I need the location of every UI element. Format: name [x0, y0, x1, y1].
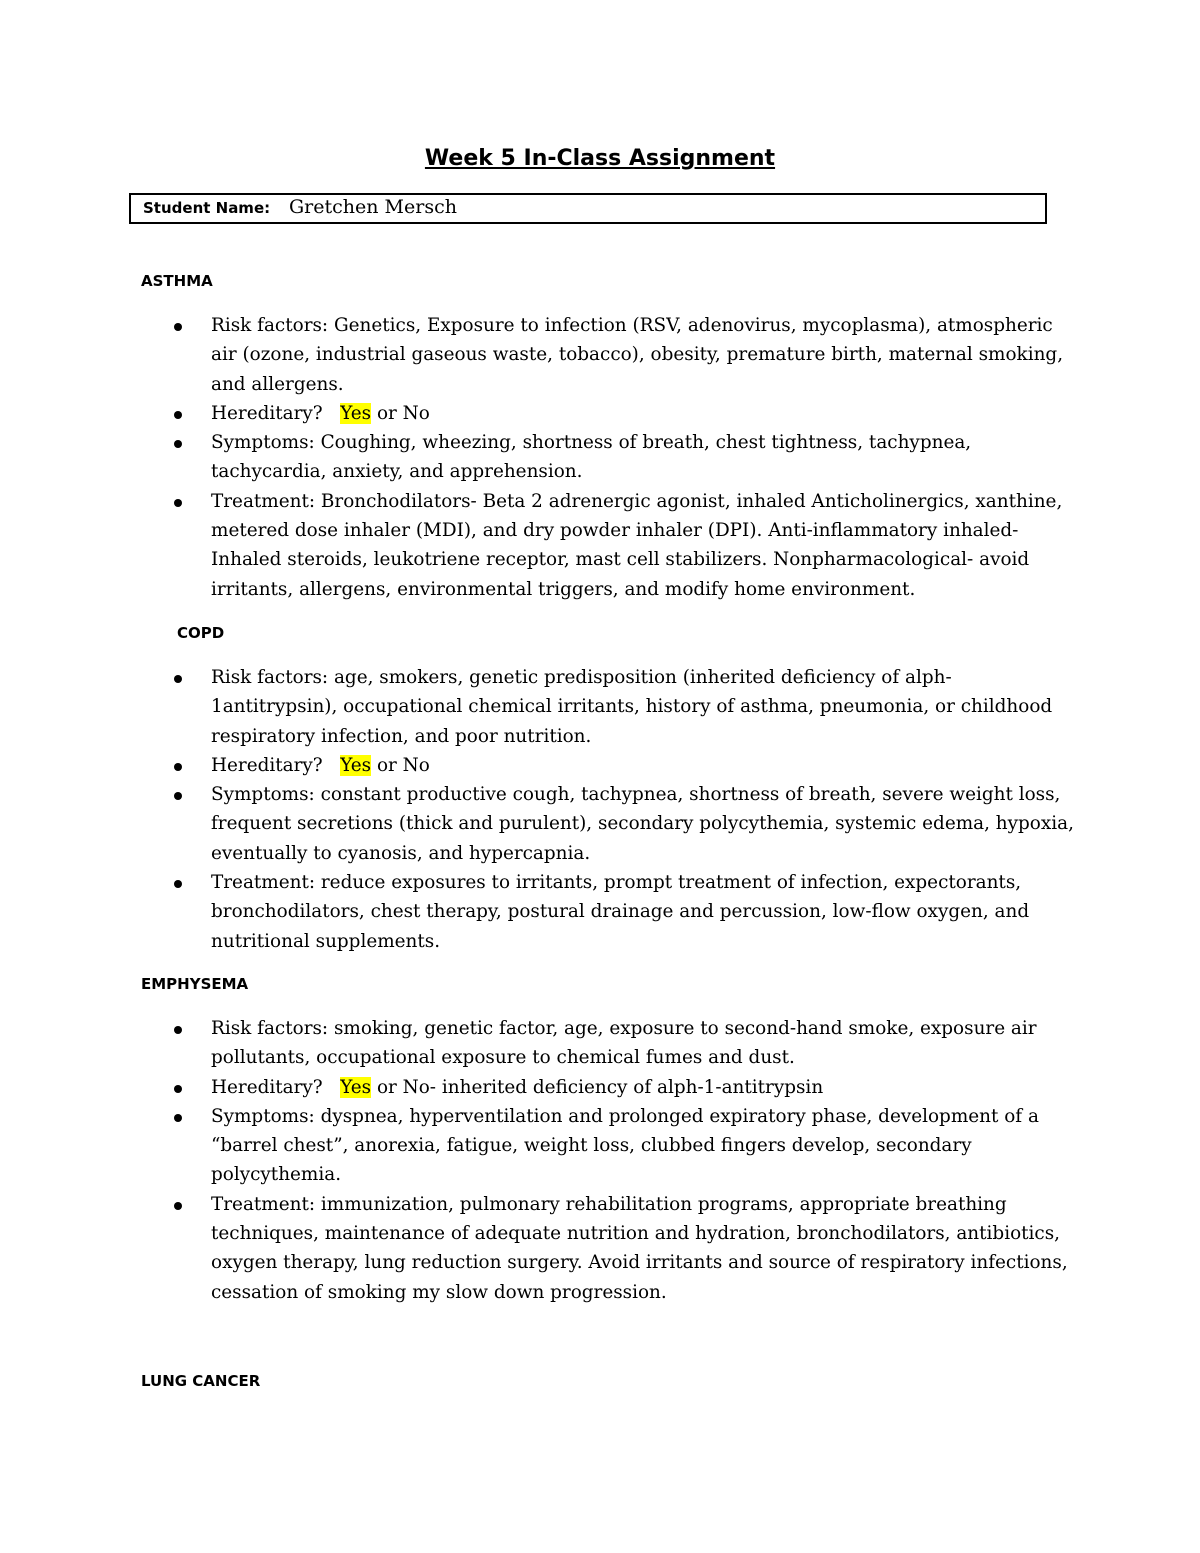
student-name-value: Gretchen Mersch [289, 196, 457, 218]
risk-factors-text: Risk factors: age, smokers, genetic predisposition (inherited deficiency of alph-1antitrypsin), occupational chemical irritants, history of asthma, pneumonia, or childhood respiratory infection, and poor nutrition. [211, 667, 1053, 747]
bullet-icon [174, 763, 182, 771]
document-title: Week 5 In-Class Assignment [424, 146, 776, 171]
bullet-icon [174, 880, 182, 888]
section-heading-copd: COPD [177, 624, 225, 642]
bullet-icon [174, 323, 182, 331]
hereditary-answer-highlight: Yes [340, 1076, 372, 1098]
hereditary-suffix: or No [376, 754, 430, 776]
treatment-text: Treatment: reduce exposures to irritants, prompt treatment of infection, expectorants, bronchodilators, chest therapy, postural drainage and percussion, low-flow oxygen, and nutritional supplements. [211, 872, 1030, 952]
list-item [174, 1073, 1074, 1102]
hereditary-answer-highlight: Yes [340, 402, 372, 424]
student-name-box [129, 193, 1047, 224]
bullet-icon [174, 1026, 182, 1034]
list-item [174, 1014, 1074, 1073]
list-item [174, 868, 1074, 956]
bullet-icon [174, 1202, 182, 1210]
treatment-text: Treatment: immunization, pulmonary rehabilitation programs, appropriate breathing techniques, maintenance of adequate nutrition and hydration, bronchodilators, antibiotics, oxygen therapy, lung reduction surgery. Avoid irritants and source of respiratory infections, cessation of smoking my slow down progression. [211, 1193, 1068, 1303]
bullet-icon [174, 792, 182, 800]
list-item [174, 751, 1074, 780]
section-heading-asthma: ASTHMA [141, 272, 213, 290]
bullet-icon [174, 1085, 182, 1093]
hereditary-suffix: or No [376, 402, 430, 424]
symptoms-text: Symptoms: Coughing, wheezing, shortness of breath, chest tightness, tachypnea, tachycardia, anxiety, and apprehension. [211, 432, 972, 483]
hereditary-answer-highlight: Yes [340, 754, 372, 776]
student-name-label: Student Name: [143, 199, 271, 217]
symptoms-text: Symptoms: constant productive cough, tachypnea, shortness of breath, severe weight loss, frequent secretions (thick and purulent), secondary polycythemia, systemic edema, hypoxia, eventually to cyanosis, and hypercapnia. [211, 784, 1074, 864]
risk-factors-text: Risk factors: smoking, genetic factor, age, exposure to second-hand smoke, exposure air pollutants, occupational exposure to chemical fumes and dust. [211, 1018, 1037, 1069]
list-item [174, 780, 1074, 868]
asthma-list [174, 311, 1074, 604]
list-item [174, 311, 1074, 399]
list-item [174, 663, 1074, 751]
risk-factors-text: Risk factors: Genetics, Exposure to infection (RSV, adenovirus, mycoplasma), atmospheric air (ozone, industrial gaseous waste, tobacco), obesity, premature birth, maternal smoking, and allergens. [211, 315, 1064, 395]
list-item [174, 487, 1074, 604]
bullet-icon [174, 499, 182, 507]
list-item [174, 428, 1074, 487]
hereditary-suffix: or No- inherited deficiency of alph-1-antitrypsin [376, 1076, 824, 1098]
hereditary-prefix: Hereditary? [211, 1076, 323, 1098]
bullet-icon [174, 675, 182, 683]
section-heading-emphysema: EMPHYSEMA [141, 975, 249, 993]
list-item [174, 399, 1074, 428]
list-item [174, 1190, 1074, 1307]
bullet-icon [174, 440, 182, 448]
hereditary-prefix: Hereditary? [211, 754, 323, 776]
bullet-icon [174, 1114, 182, 1122]
symptoms-text: Symptoms: dyspnea, hyperventilation and prolonged expiratory phase, development of a “barrel chest”, anorexia, fatigue, weight loss, clubbed fingers develop, secondary polycythemia. [211, 1105, 1039, 1186]
list-item [174, 1102, 1074, 1190]
bullet-icon [174, 411, 182, 419]
hereditary-prefix: Hereditary? [211, 402, 323, 424]
emphysema-list [174, 1014, 1074, 1307]
copd-list [174, 663, 1074, 956]
section-heading-lung-cancer: LUNG CANCER [141, 1372, 261, 1390]
treatment-text: Treatment: Bronchodilators- Beta 2 adrenergic agonist, inhaled Anticholinergics, xanthine, metered dose inhaler (MDI), and dry powder inhaler (DPI). Anti-inflammatory inhaled-Inhaled steroids, leukotriene receptor, mast cell stabilizers. Nonpharmacological- avoid irritants, allergens, environmental triggers, and modify home environment. [211, 490, 1063, 600]
